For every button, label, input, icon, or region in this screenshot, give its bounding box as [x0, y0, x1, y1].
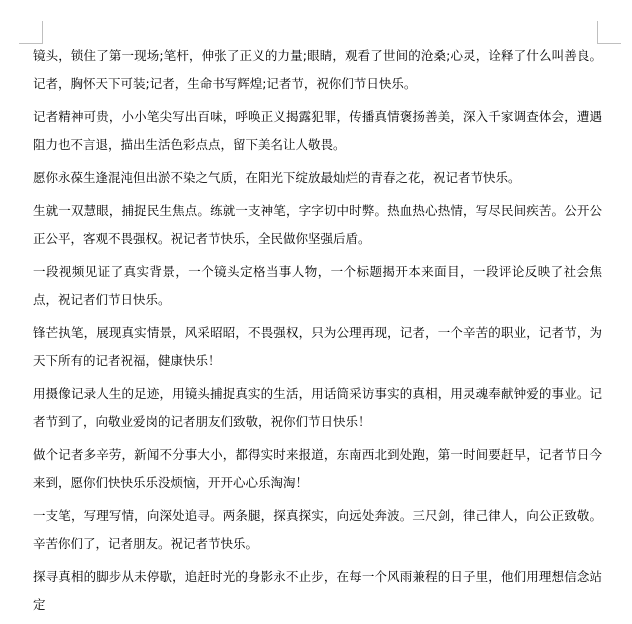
paragraph[interactable]: 记者精神可贵，小小笔尖写出百味，呼唤正义揭露犯罪，传播真情褒扬善美，深入千家调查体会，遭遇阻力也不言退，描出生活色彩点点，留下美名让人敬畏。 [33, 109, 602, 152]
paragraph[interactable]: 镜头，锁住了第一现场;笔杆，伸张了正义的力量;眼睛，观看了世间的沧桑;心灵，诠释了什么叫善良。记者，胸怀天下可装;记者，生命书写辉煌;记者节，祝你们节日快乐。 [33, 48, 602, 91]
document-text-area[interactable] [33, 42, 602, 624]
paragraph[interactable]: 探寻真相的脚步从未停歇，追赶时光的身影永不止步，在每一个风雨兼程的日子里，他们用理想信念站定 [33, 569, 602, 612]
margin-crop-mark-top-right [597, 21, 621, 44]
paragraph[interactable]: 一段视频见证了真实背景，一个镜头定格当事人物，一个标题揭开本来面目，一段评论反映了社会焦点，祝记者们节日快乐。 [33, 264, 602, 307]
paragraph[interactable]: 锋芒执笔，展现真实情景，风采昭昭，不畏强权，只为公理再现，记者，一个辛苦的职业，记者节，为天下所有的记者祝福，健康快乐！ [33, 325, 602, 368]
paragraph[interactable]: 愿你永葆生逢混沌但出淤不染之气质，在阳光下绽放最灿烂的青春之花，祝记者节快乐。 [33, 170, 521, 185]
paragraph[interactable]: 用摄像记录人生的足迹，用镜头捕捉真实的生活，用话筒采访事实的真相，用灵魂奉献钟爱的事业。记者节到了，向敬业爱岗的记者朋友们致敬，祝你们节日快乐！ [33, 386, 602, 429]
paragraph[interactable]: 一支笔，写理写情，向深处追寻。两条腿，探真探实，向远处奔波。三尺剑，律己律人，向公正致敬。辛苦你们了，记者朋友。祝记者节快乐。 [33, 508, 602, 551]
paragraph[interactable]: 生就一双慧眼，捕捉民生焦点。练就一支神笔，字字切中时弊。热血热心热情，写尽民间疾苦。公开公正公平，客观不畏强权。祝记者节快乐，全民做你坚强后盾。 [33, 203, 602, 246]
paragraph[interactable]: 做个记者多辛劳，新闻不分事大小，都得实时来报道，东南西北到处跑，第一时间要赶早，记者节日今来到，愿你们快快乐乐没烦恼，开开心心乐淘淘！ [33, 447, 602, 490]
margin-crop-mark-top-left [19, 21, 43, 44]
